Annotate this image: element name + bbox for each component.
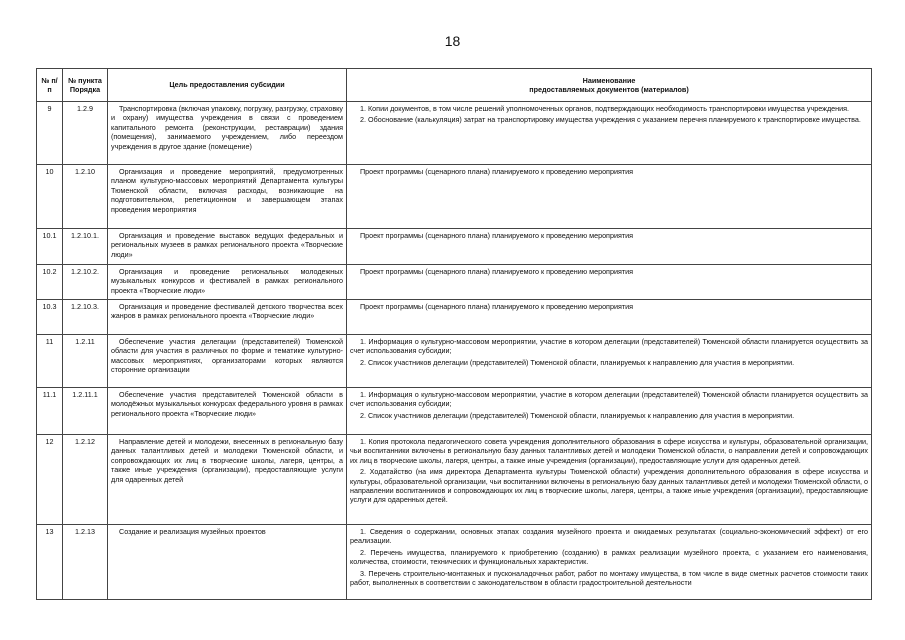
header-docs-line2: предоставляемых документов (материалов) [529, 85, 689, 94]
row-goal-text: Организация и проведение мероприятий, предусмотренных планом культурно-массовых мероприятий Департамента культуры Тюменской области, включая расходы, возникающие на подготовительном, репетиционном и завершающем этапах проведения мероприятия [111, 167, 343, 214]
row-docs [347, 525, 872, 600]
doc-item: Проект программы (сценарного плана) планируемого к проведению мероприятия [360, 302, 634, 311]
doc-item: 1. Копия протокола педагогического совета учреждения дополнительного образования в сфере искусства и культуры, образовательной организации, чьи воспитанники включены в региональную базу данных талантливых детей и молодежи Тюменской области, о направлении детей и сопровождающих их лиц в творческие школы, лагеря, центры, а также иные учреждения (организации), предоставляющие услуги для одаренных детей. [350, 437, 868, 465]
doc-item: 2. Обоснование (калькуляция) затрат на транспортировку имущества учреждения с указанием перечня планируемого к транспортировке имущества. [360, 115, 861, 125]
row-num: 13 [37, 525, 63, 600]
subsidy-documents-table [36, 68, 872, 600]
header-docs [347, 69, 872, 102]
row-point: 1.2.11.1 [63, 388, 108, 435]
row-num: 9 [37, 102, 63, 165]
row-docs [347, 335, 872, 388]
doc-item: 2. Список участников делегации (представителей) Тюменской области, планируемых к направлению для участия в мероприятии. [360, 410, 795, 420]
table-row [37, 102, 872, 165]
row-goal-text: Организация и проведение региональных молодежных музыкальных конкурсов и фестивалей в рамках регионального проекта «Творческие люди» [111, 267, 343, 295]
row-point: 1.2.12 [63, 435, 108, 525]
row-goal [108, 165, 347, 229]
row-docs [347, 165, 872, 229]
row-goal-text: Транспортировка (включая упаковку, погрузку, разгрузку, страховку и охрану) имущества учреждения в связи с проведением капитального ремонта (реконструкции, реставрации) здания (помещения), занимаемого учреждением, либо переездом учреждения в другое здание (помещение) [111, 104, 343, 151]
doc-item: 1. Сведения о содержании, основных этапах создания музейного проекта и ожидаемых результатах (социально-экономический эффект) от его реализации. [350, 527, 868, 546]
row-goal [108, 265, 347, 300]
row-num: 12 [37, 435, 63, 525]
row-num: 10.1 [37, 229, 63, 265]
row-point: 1.2.11 [63, 335, 108, 388]
row-goal [108, 102, 347, 165]
row-goal-text: Создание и реализация музейных проектов [119, 527, 266, 536]
row-point: 1.2.13 [63, 525, 108, 600]
doc-item: 1. Информация о культурно-массовом мероприятии, участие в котором делегации (представителей) Тюменской области планируется осуществить за счет использования субсидии; [350, 337, 868, 356]
row-goal-text: Направление детей и молодежи, внесенных в региональную базу данных талантливых детей и молодежи Тюменской области, и сопровождающих их лиц в творческие школы, лагеря, центры, а также иные учреждения (организации), предоставляющие услуги для одаренных детей [111, 437, 343, 484]
doc-item: Проект программы (сценарного плана) планируемого к проведению мероприятия [360, 267, 634, 276]
header-docs-line1: Наименование [582, 75, 636, 85]
table-row [37, 265, 872, 300]
doc-item: 1. Информация о культурно-массовом мероприятии, участие в котором делегации (представителей) Тюменской области планируется осуществить за счет использования субсидии; [350, 390, 868, 409]
header-num: № п/п [37, 69, 63, 102]
row-point: 1.2.9 [63, 102, 108, 165]
table-row [37, 435, 872, 525]
row-point: 1.2.10 [63, 165, 108, 229]
doc-item: Проект программы (сценарного плана) планируемого к проведению мероприятия [360, 167, 634, 176]
header-point: № пункта Порядка [63, 69, 108, 102]
row-point: 1.2.10.1. [63, 229, 108, 265]
row-num: 11.1 [37, 388, 63, 435]
row-docs [347, 265, 872, 300]
row-goal-text: Обеспечение участия представителей Тюменской области в молодёжных музыкальных конкурсах федерального уровня в рамках регионального проекта «Творческие люди» [111, 390, 343, 418]
row-docs [347, 388, 872, 435]
header-goal: Цель предоставления субсидии [108, 69, 347, 102]
doc-item: 2. Перечень имущества, планируемого к приобретению (созданию) в рамках реализации музейного проекта, с указанием его наименования, количества, стоимости, технических и функциональных характеристик. [350, 547, 868, 567]
row-goal-text: Организация и проведение фестивалей детского творчества всех жанров в рамках регионального проекта «Творческие люди» [111, 302, 343, 321]
row-num: 10.2 [37, 265, 63, 300]
row-num: 10.3 [37, 300, 63, 335]
table-row [37, 388, 872, 435]
row-goal [108, 300, 347, 335]
row-point: 1.2.10.2. [63, 265, 108, 300]
doc-item: 1. Копии документов, в том числе решений уполномоченных органов, подтверждающих необходимость транспортировки имущества учреждения. [360, 104, 850, 113]
row-docs [347, 229, 872, 265]
row-goal-text: Организация и проведение выставок ведущих федеральных и региональных музеев в рамках регионального проекта «Творческие люди» [111, 231, 343, 259]
row-goal-text: Обеспечение участия делегации (представителей) Тюменской области для участия в различных по форме и тематике культурно-массовых мероприятиях, организаторами которых являются сторонние организации [111, 337, 343, 375]
table-row [37, 165, 872, 229]
doc-item: Проект программы (сценарного плана) планируемого к проведению мероприятия [360, 231, 634, 240]
row-docs [347, 102, 872, 165]
row-goal [108, 388, 347, 435]
table-row [37, 525, 872, 600]
row-docs [347, 300, 872, 335]
page-number: 18 [444, 33, 461, 49]
table-row [37, 335, 872, 388]
table-row [37, 300, 872, 335]
row-goal [108, 525, 347, 600]
row-goal [108, 435, 347, 525]
row-num: 11 [37, 335, 63, 388]
table-header-row [37, 69, 872, 102]
table-row [37, 229, 872, 265]
doc-item: 2. Список участников делегации (представителей) Тюменской области, планируемых к направлению для участия в мероприятии. [360, 357, 795, 367]
row-goal [108, 229, 347, 265]
row-point: 1.2.10.3. [63, 300, 108, 335]
row-num: 10 [37, 165, 63, 229]
row-docs [347, 435, 872, 525]
doc-item: 3. Перечень строительно-монтажных и пусконаладочных работ, работ по монтажу имущества, в том числе в виде сметных расчетов стоимости таких работ, выполненных в соответствии с законодательством в области градостроительной деятельности [350, 568, 868, 588]
doc-item: 2. Ходатайство (на имя директора Департамента культуры Тюменской области) учреждения дополнительного образования в сфере искусства и культуры, образовательной организации, чьи воспитанники включены в региональную базу данных талантливых детей и молодежи Тюменской области, о направлении воспитанников и сопровождающих их лиц в творческие школы, лагеря, центры, а также иные учреждения (организации), предоставляющие услуги для одаренных детей. [350, 467, 868, 505]
row-goal [108, 335, 347, 388]
